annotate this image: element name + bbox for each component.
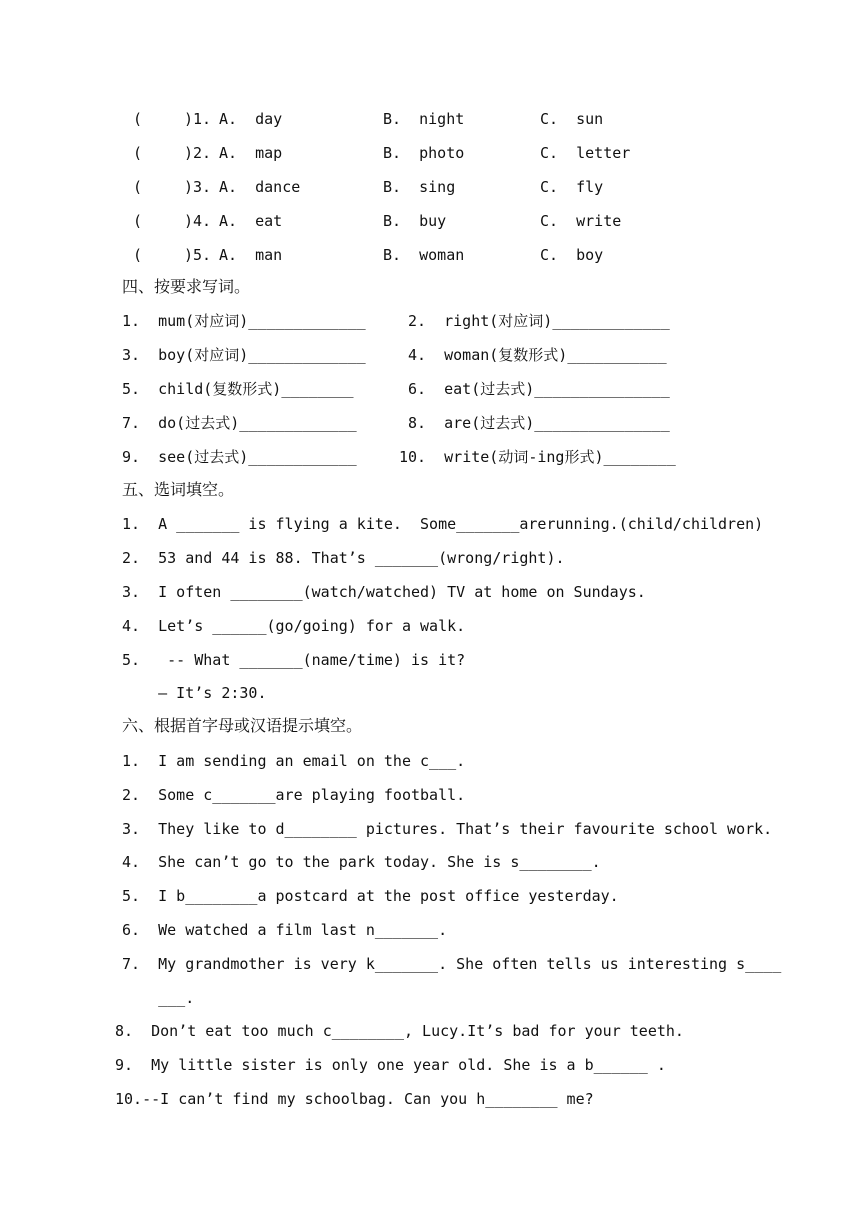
choice-paren: (	[133, 178, 143, 196]
choice-option-c: C. sun	[540, 110, 604, 128]
choice-option-b: B. woman	[383, 246, 465, 264]
choice-option-a: A. dance	[219, 178, 301, 196]
choice-number: )3.	[184, 178, 212, 196]
choice-paren: (	[133, 110, 143, 128]
fill-sentence: ___.	[122, 989, 195, 1007]
choice-option-a: A. map	[219, 144, 283, 162]
choice-option-b: B. buy	[383, 212, 447, 230]
choice-number: )4.	[184, 212, 212, 230]
choice-option-a: A. day	[219, 110, 283, 128]
fill-sentence: 3. They like to d________ pictures. That’s their favourite school work.	[122, 820, 773, 838]
choice-option-c: C. boy	[540, 246, 604, 264]
choice-number: )5.	[184, 246, 212, 264]
fill-sentence: 2. 53 and 44 is 88. That’s _______(wrong/right).	[122, 549, 565, 567]
fill-sentence: 5. I b________a postcard at the post office yesterday.	[122, 887, 619, 905]
choice-paren: (	[133, 212, 143, 230]
choice-option-a: A. man	[219, 246, 283, 264]
fill-sentence: 1. A _______ is flying a kite. Some_______arerunning.(child/children)	[122, 515, 764, 533]
word-item: 3. boy(对应词)_____________	[122, 346, 366, 364]
choice-option-b: B. photo	[383, 144, 465, 162]
choice-paren: (	[133, 144, 143, 162]
word-item: 9. see(过去式)____________	[122, 448, 357, 466]
section-heading: 五、选词填空。	[122, 480, 235, 499]
word-item: 10. write(动词-ing形式)________	[399, 448, 676, 466]
word-item: 6. eat(过去式)_______________	[408, 380, 670, 398]
fill-sentence: — It’s 2:30.	[122, 684, 267, 702]
word-item: 2. right(对应词)_____________	[408, 312, 670, 330]
choice-number: )2.	[184, 144, 212, 162]
word-item: 8. are(过去式)_______________	[408, 414, 670, 432]
fill-sentence: 2. Some c_______are playing football.	[122, 786, 466, 804]
choice-option-b: B. sing	[383, 178, 456, 196]
section-heading: 六、根据首字母或汉语提示填空。	[122, 716, 363, 735]
choice-option-c: C. write	[540, 212, 622, 230]
fill-sentence: 8. Don’t eat too much c________, Lucy.It’s bad for your teeth.	[115, 1022, 684, 1040]
word-item: 5. child(复数形式)________	[122, 380, 354, 398]
choice-option-c: C. letter	[540, 144, 631, 162]
choice-option-c: C. fly	[540, 178, 604, 196]
fill-sentence: 10.--I can’t find my schoolbag. Can you h________ me?	[115, 1090, 594, 1108]
choice-paren: (	[133, 246, 143, 264]
fill-sentence: 7. My grandmother is very k_______. She often tells us interesting s____	[122, 955, 782, 973]
word-item: 4. woman(复数形式)___________	[408, 346, 667, 364]
fill-sentence: 1. I am sending an email on the c___.	[122, 752, 466, 770]
choice-option-b: B. night	[383, 110, 465, 128]
fill-sentence: 6. We watched a film last n_______.	[122, 921, 448, 939]
word-item: 1. mum(对应词)_____________	[122, 312, 366, 330]
choice-option-a: A. eat	[219, 212, 283, 230]
fill-sentence: 4. She can’t go to the park today. She is s________.	[122, 853, 601, 871]
fill-sentence: 3. I often ________(watch/watched) TV at home on Sundays.	[122, 583, 646, 601]
section-heading: 四、按要求写词。	[122, 277, 251, 296]
choice-number: )1.	[184, 110, 212, 128]
word-item: 7. do(过去式)_____________	[122, 414, 357, 432]
fill-sentence: 9. My little sister is only one year old. She is a b______ .	[115, 1056, 666, 1074]
fill-sentence: 5. -- What _______(name/time) is it?	[122, 651, 466, 669]
fill-sentence: 4. Let’s ______(go/going) for a walk.	[122, 617, 466, 635]
